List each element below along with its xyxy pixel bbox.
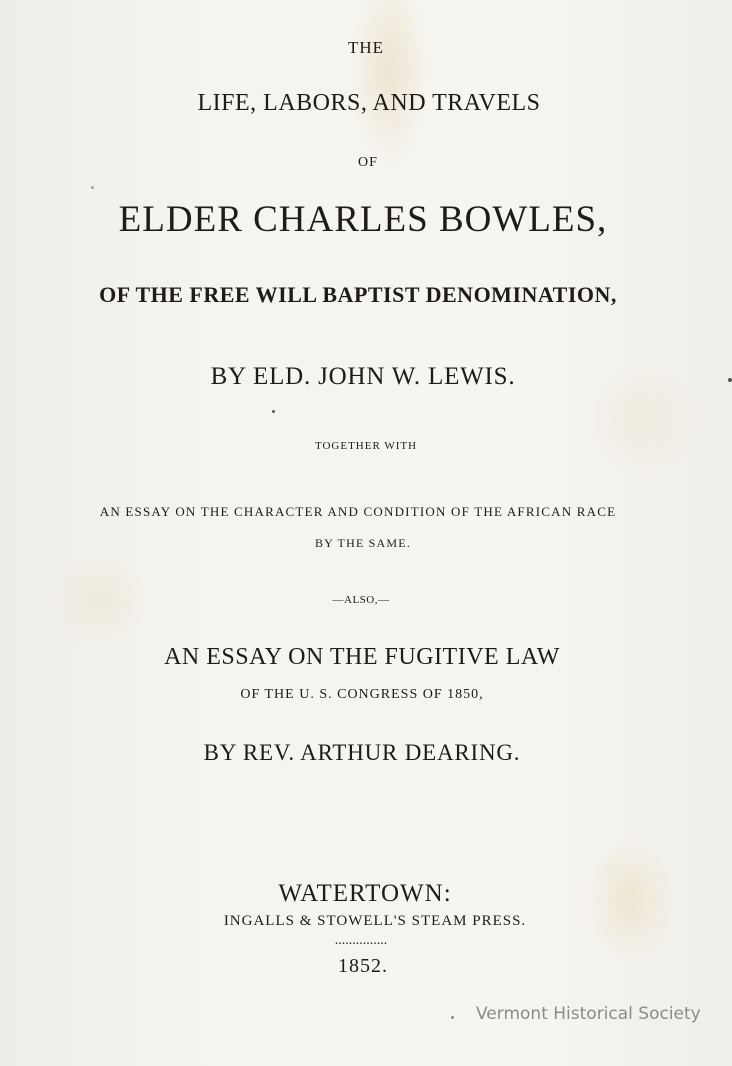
imprint-press: INGALLS & STOWELL'S STEAM PRESS. <box>223 913 527 929</box>
also-line: —ALSO,— <box>332 594 390 606</box>
paper-speck <box>728 378 732 382</box>
imprint-year: 1852. <box>338 955 388 977</box>
watermark-text: Vermont Historical Society <box>476 1004 701 1024</box>
essay-fugitive-law-line: AN ESSAY ON THE FUGITIVE LAW <box>164 644 560 670</box>
watermark-dot <box>451 1016 454 1019</box>
imprint-place: WATERTOWN: <box>278 880 452 907</box>
paper-speck <box>91 186 94 189</box>
imprint-rule: ............... <box>334 933 388 948</box>
essay2-author-line: BY REV. ARTHUR DEARING. <box>203 740 521 765</box>
congress-line: OF THE U. S. CONGRESS OF 1850, <box>240 687 484 702</box>
together-with-line: TOGETHER WITH <box>314 440 418 452</box>
title-of: OF <box>358 155 378 170</box>
by-the-same-line: BY THE SAME. <box>314 536 412 550</box>
author-line: BY ELD. JOHN W. LEWIS. <box>210 363 516 390</box>
title-denomination: OF THE FREE WILL BAPTIST DENOMINATION, <box>99 282 617 307</box>
paper-speck <box>272 410 275 413</box>
title-the: THE <box>347 38 385 57</box>
title-subject-name: ELDER CHARLES BOWLES, <box>118 199 608 240</box>
title-life-labors-travels: LIFE, LABORS, AND TRAVELS <box>197 90 541 116</box>
essay-african-race-line: AN ESSAY ON THE CHARACTER AND CONDITION OF THE AFRICAN RACE <box>99 504 617 519</box>
